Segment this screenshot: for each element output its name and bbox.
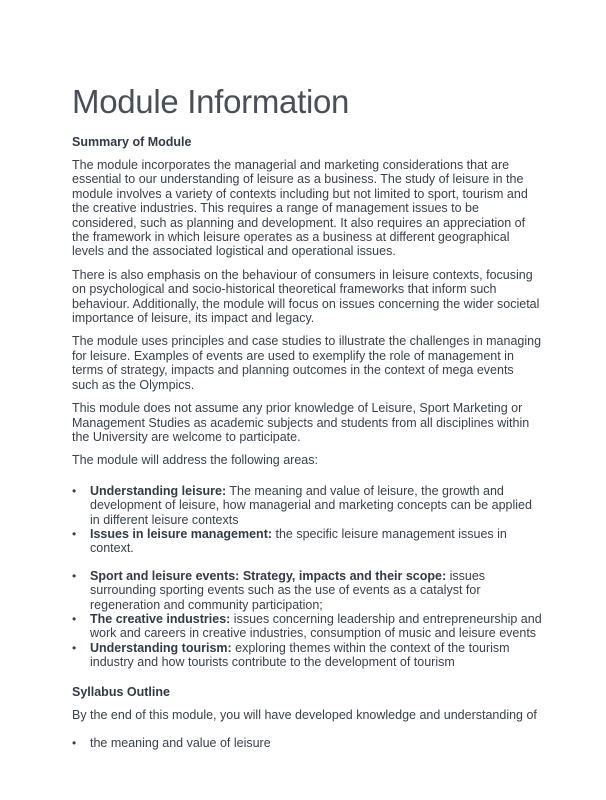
list-item: [72, 484, 542, 527]
area-term: Sport and leisure events: Strategy, impacts and their scope:: [90, 568, 447, 583]
syllabus-heading: Syllabus Outline: [72, 684, 170, 699]
summary-paragraph-5: The module will address the following areas:: [72, 453, 318, 468]
list-item: [72, 527, 542, 556]
area-term: Understanding tourism:: [90, 640, 232, 655]
area-text: issues surrounding sporting events such as the use of events as a catalyst for regeneration and community participation;: [90, 568, 486, 612]
list-item: [72, 612, 542, 641]
bullet-icon: •: [72, 640, 77, 655]
summary-paragraph-2: There is also emphasis on the behaviour of consumers in leisure contexts, focusing on psychological and socio-historical theoretical frameworks that inform such behaviour. Additionally, the module will focus on issues concerning the wider societal importance of leisure, its impact and legacy.: [72, 267, 540, 326]
syllabus-intro: By the end of this module, you will have developed knowledge and understanding of: [72, 707, 537, 722]
bullet-icon: •: [72, 611, 77, 626]
area-text: issues concerning leadership and entrepreneurship and work and careers in creative industries, consumption of music and leisure events: [90, 611, 542, 641]
syllabus-list: [72, 736, 542, 750]
bullet-icon: •: [72, 483, 77, 498]
areas-list: [72, 484, 542, 670]
syllabus-item-text: the meaning and value of leisure: [90, 736, 271, 750]
list-item: [72, 641, 542, 670]
area-term: The creative industries:: [90, 611, 231, 626]
bullet-icon: •: [72, 526, 77, 541]
summary-paragraph-1: The module incorporates the managerial and marketing considerations that are essential to our understanding of leisure as a business. The study of leisure in the module involves a variety of contexts including but not limited to sport, tourism and the creative industries. This requires a range of management issues to be considered, such as planning and development. It also requires an appreciation of the framework in which leisure operates as a business at different geographical levels and the associated logistical and operational issues.: [72, 158, 528, 259]
summary-paragraph-3: The module uses principles and case studies to illustrate the challenges in managing for leisure. Examples of events are used to exemplify the role of management in terms of strategy, impacts and planning outcomes in the context of mega events such as the Olympics.: [72, 334, 542, 392]
summary-paragraph-4: This module does not assume any prior knowledge of Leisure, Sport Marketing or Management Studies as academic subjects and students from all disciplines within the University are welcome to participate.: [72, 401, 530, 444]
bullet-icon: •: [72, 568, 77, 583]
area-term: Understanding leisure:: [90, 483, 227, 498]
list-item: [72, 569, 542, 612]
area-term: Issues in leisure management:: [90, 526, 273, 541]
bullet-icon: •: [72, 736, 77, 750]
area-text: The meaning and value of leisure, the growth and development of leisure, how managerial and marketing concepts can be applied in different leisure contexts: [90, 483, 532, 527]
list-item: [72, 736, 542, 750]
area-text: exploring themes within the context of the tourism industry and how tourists contribute to the development of tourism: [90, 640, 510, 670]
document-page: [72, 82, 542, 750]
page-title: Module Information: [72, 83, 350, 120]
area-text: the specific leisure management issues in context.: [90, 526, 507, 556]
summary-heading: Summary of Module: [72, 135, 192, 149]
